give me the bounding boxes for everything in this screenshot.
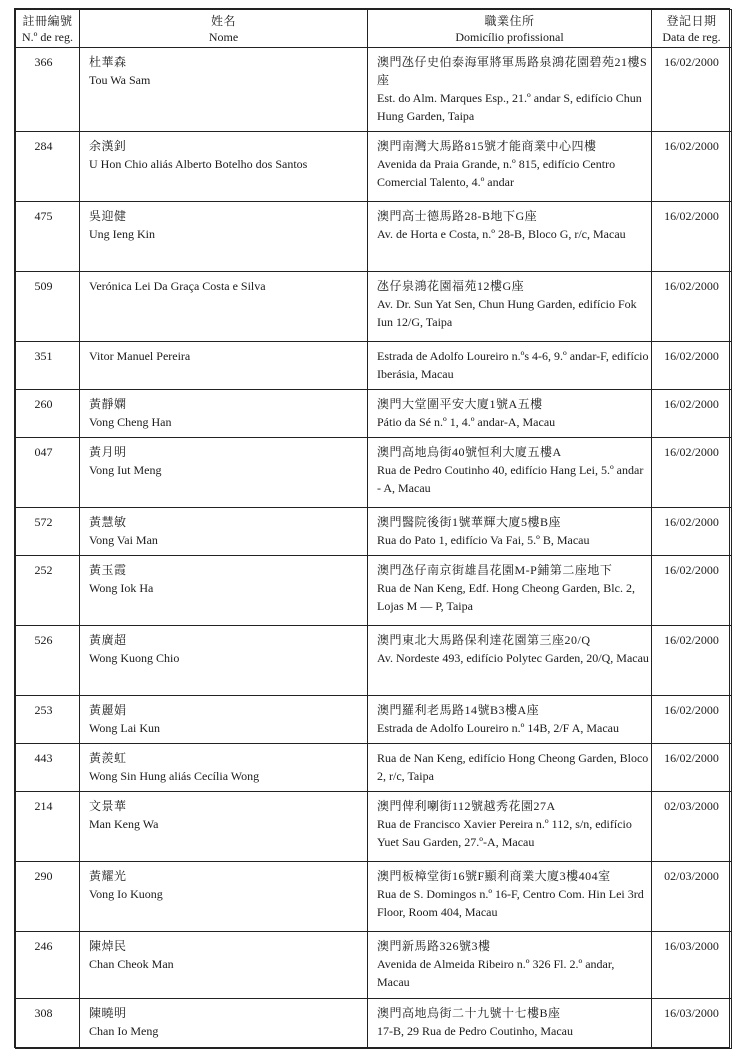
address-pt: Pátio da Sé n.º 1, 4.º andar-A, Macau — [377, 415, 556, 429]
table-row — [16, 556, 732, 626]
name-pt: Vong Io Kuong — [89, 887, 163, 901]
registry-table — [15, 9, 732, 1049]
registration-date-cell: 16/02/2000 — [652, 132, 732, 202]
address-pt: 17-B, 29 Rua de Pedro Coutinho, Macau — [377, 1024, 573, 1038]
name-pt: Wong Lai Kun — [89, 721, 161, 735]
header-date-zh: 登記日期 — [666, 14, 717, 28]
name-cell — [80, 390, 368, 438]
address-cell — [368, 342, 652, 390]
name-cell — [80, 999, 368, 1049]
reg-number-cell: 366 — [16, 48, 80, 132]
reg-number-cell: 308 — [16, 999, 80, 1049]
name-pt: Wong Iok Ha — [89, 581, 154, 595]
name-pt: Wong Kuong Chio — [89, 651, 180, 665]
table-row — [16, 438, 732, 508]
address-zh: 澳門羅利老馬路14號B3樓A座 — [377, 703, 540, 717]
reg-number-cell: 526 — [16, 626, 80, 696]
reg-number-cell: 047 — [16, 438, 80, 508]
address-zh: 澳門俾利喇街112號越秀花園27A — [377, 799, 556, 813]
address-zh: 澳門高地烏街40號恒利大廈五樓A — [377, 445, 562, 459]
table-row — [16, 132, 732, 202]
address-pt: Estrada de Adolfo Loureiro n.ºs 4-6, 9.º andar-F, edifício Iberásia, Macau — [377, 349, 649, 381]
reg-number-cell: 509 — [16, 272, 80, 342]
table-row — [16, 48, 732, 132]
reg-number-cell: 253 — [16, 696, 80, 744]
address-zh: 澳門高士德馬路28-B地下G座 — [377, 209, 538, 223]
name-zh: 黃靜嫻 — [89, 397, 127, 411]
address-cell — [368, 696, 652, 744]
address-zh: 氹仔泉鴻花園福苑12樓G座 — [377, 279, 525, 293]
reg-number-cell: 284 — [16, 132, 80, 202]
address-pt: Rua de S. Domingos n.º 16-F, Centro Com. Hin Lei 3rd Floor, Room 404, Macau — [377, 887, 644, 919]
name-pt: Tou Wa Sam — [89, 73, 151, 87]
name-pt: Vong Cheng Han — [89, 415, 172, 429]
header-name — [80, 10, 368, 48]
name-cell — [80, 792, 368, 862]
name-cell — [80, 48, 368, 132]
registration-date-cell: 16/02/2000 — [652, 626, 732, 696]
name-pt: Vong Iut Meng — [89, 463, 162, 477]
name-zh: 黃慧敏 — [89, 515, 127, 529]
name-zh: 陳焯民 — [89, 939, 127, 953]
table-row — [16, 744, 732, 792]
table-row — [16, 272, 732, 342]
address-pt: Av. de Horta e Costa, n.º 28-B, Bloco G, r/c, Macau — [377, 227, 626, 241]
registration-date-cell: 16/03/2000 — [652, 999, 732, 1049]
address-zh: 澳門東北大馬路保利達花園第三座20/Q — [377, 633, 591, 647]
address-cell — [368, 792, 652, 862]
name-cell — [80, 438, 368, 508]
name-pt: Vong Vai Man — [89, 533, 158, 547]
registration-date-cell: 16/02/2000 — [652, 556, 732, 626]
name-zh: 黃月明 — [89, 445, 127, 459]
registration-date-cell: 16/02/2000 — [652, 272, 732, 342]
reg-number-cell: 252 — [16, 556, 80, 626]
address-cell — [368, 862, 652, 932]
address-zh: 澳門新馬路326號3樓 — [377, 939, 491, 953]
header-name-pt: Nome — [208, 30, 239, 44]
name-pt: Chan Cheok Man — [89, 957, 174, 971]
address-zh: 澳門氹仔史伯泰海軍將軍馬路泉鴻花園碧苑21樓S座 — [377, 55, 648, 87]
address-pt: Rua de Francisco Xavier Pereira n.º 112, s/n, edifício Yuet Sau Garden, 27.º-A, Macau — [377, 817, 632, 849]
name-cell — [80, 556, 368, 626]
header-date-pt: Data de reg. — [662, 30, 721, 44]
registry-page — [14, 8, 730, 1048]
table-row — [16, 792, 732, 862]
address-cell — [368, 390, 652, 438]
table-row — [16, 999, 732, 1049]
name-cell — [80, 342, 368, 390]
address-cell — [368, 272, 652, 342]
registration-date-cell: 02/03/2000 — [652, 792, 732, 862]
name-cell — [80, 508, 368, 556]
header-name-zh: 姓名 — [210, 14, 236, 28]
address-pt: Av. Dr. Sun Yat Sen, Chun Hung Garden, edifício Fok Iun 12/G, Taipa — [377, 297, 637, 329]
address-pt: Rua do Pato 1, edifício Va Fai, 5.º B, Macau — [377, 533, 590, 547]
name-zh: 黃麗娟 — [89, 703, 127, 717]
reg-number-cell: 214 — [16, 792, 80, 862]
name-pt: Chan Io Meng — [89, 1024, 159, 1038]
reg-number-cell: 351 — [16, 342, 80, 390]
name-pt: Vitor Manuel Pereira — [89, 349, 191, 363]
registration-date-cell: 16/02/2000 — [652, 48, 732, 132]
address-pt: Rua de Nan Keng, Edf. Hong Cheong Garden, Blc. 2, Lojas M — P, Taipa — [377, 581, 635, 613]
reg-number-cell: 475 — [16, 202, 80, 272]
address-cell — [368, 744, 652, 792]
header-reg-pt: N.º de reg. — [21, 30, 74, 44]
reg-number-cell: 290 — [16, 862, 80, 932]
name-cell — [80, 272, 368, 342]
address-pt: Rua de Pedro Coutinho 40, edifício Hang Lei, 5.º andar - A, Macau — [377, 463, 644, 495]
table-row — [16, 342, 732, 390]
registration-date-cell: 16/03/2000 — [652, 932, 732, 999]
registration-date-cell: 16/02/2000 — [652, 744, 732, 792]
name-zh: 陳曉明 — [89, 1006, 127, 1020]
name-zh: 黃耀光 — [89, 869, 127, 883]
table-row — [16, 696, 732, 744]
name-cell — [80, 696, 368, 744]
address-pt: Avenida de Almeida Ribeiro n.º 326 Fl. 2.º andar, Macau — [377, 957, 615, 989]
table-row — [16, 932, 732, 999]
address-cell — [368, 48, 652, 132]
name-pt: Wong Sin Hung aliás Cecília Wong — [89, 769, 260, 783]
name-cell — [80, 202, 368, 272]
address-zh: 澳門板樟堂街16號F顯利商業大廈3樓404室 — [377, 869, 611, 883]
header-reg — [16, 10, 80, 48]
address-pt: Av. Nordeste 493, edifício Polytec Garden, 20/Q, Macau — [377, 651, 649, 665]
name-cell — [80, 626, 368, 696]
name-cell — [80, 744, 368, 792]
name-pt: Man Keng Wa — [89, 817, 159, 831]
header-date — [652, 10, 732, 48]
registration-date-cell: 16/02/2000 — [652, 342, 732, 390]
registration-date-cell: 16/02/2000 — [652, 202, 732, 272]
address-cell — [368, 132, 652, 202]
name-zh: 余漢釗 — [89, 139, 127, 153]
header-address — [368, 10, 652, 48]
address-zh: 澳門高地烏街二十九號十七樓B座 — [377, 1006, 561, 1020]
reg-number-cell: 260 — [16, 390, 80, 438]
name-pt: Ung Ieng Kin — [89, 227, 155, 241]
name-zh: 吳迎健 — [89, 209, 127, 223]
name-cell — [80, 862, 368, 932]
name-zh: 黃玉霞 — [89, 563, 127, 577]
reg-number-cell: 246 — [16, 932, 80, 999]
address-pt: Estrada de Adolfo Loureiro n.º 14B, 2/F A, Macau — [377, 721, 620, 735]
header-address-zh: 職業住所 — [484, 14, 535, 28]
registration-date-cell: 16/02/2000 — [652, 508, 732, 556]
registration-date-cell: 16/02/2000 — [652, 696, 732, 744]
address-zh: 澳門醫院後街1號華輝大廈5樓B座 — [377, 515, 562, 529]
name-pt: Verónica Lei Da Graça Costa e Silva — [89, 279, 266, 293]
table-row — [16, 390, 732, 438]
address-pt: Avenida da Praia Grande, n.º 815, edifício Centro Comercial Talento, 4.º andar — [377, 157, 616, 189]
name-zh: 黃羨虹 — [89, 751, 127, 765]
table-row — [16, 862, 732, 932]
address-cell — [368, 508, 652, 556]
address-pt: Rua de Nan Keng, edifício Hong Cheong Garden, Bloco 2, r/c, Taipa — [377, 751, 649, 783]
registration-date-cell: 02/03/2000 — [652, 862, 732, 932]
name-cell — [80, 932, 368, 999]
registration-date-cell: 16/02/2000 — [652, 390, 732, 438]
address-cell — [368, 556, 652, 626]
address-zh: 澳門大堂圍平安大廈1號A五樓 — [377, 397, 543, 411]
header-row — [16, 10, 732, 48]
address-cell — [368, 932, 652, 999]
table-row — [16, 508, 732, 556]
address-cell — [368, 626, 652, 696]
address-cell — [368, 438, 652, 508]
address-zh: 澳門氹仔南京街雄昌花園M-P鋪第二座地下 — [377, 563, 613, 577]
registration-date-cell: 16/02/2000 — [652, 438, 732, 508]
address-cell — [368, 999, 652, 1049]
name-zh: 杜華森 — [89, 55, 127, 69]
name-zh: 黃廣超 — [89, 633, 127, 647]
table-row — [16, 626, 732, 696]
table-row — [16, 202, 732, 272]
name-cell — [80, 132, 368, 202]
reg-number-cell: 443 — [16, 744, 80, 792]
address-zh: 澳門南灣大馬路815號才能商業中心四樓 — [377, 139, 597, 153]
header-address-pt: Domicílio profissional — [455, 30, 564, 44]
name-pt: U Hon Chio aliás Alberto Botelho dos Santos — [89, 157, 308, 171]
reg-number-cell: 572 — [16, 508, 80, 556]
header-reg-zh: 註冊編號 — [22, 14, 73, 28]
address-cell — [368, 202, 652, 272]
address-pt: Est. do Alm. Marques Esp., 21.º andar S, edifício Chun Hung Garden, Taipa — [377, 91, 642, 123]
name-zh: 文景華 — [89, 799, 127, 813]
